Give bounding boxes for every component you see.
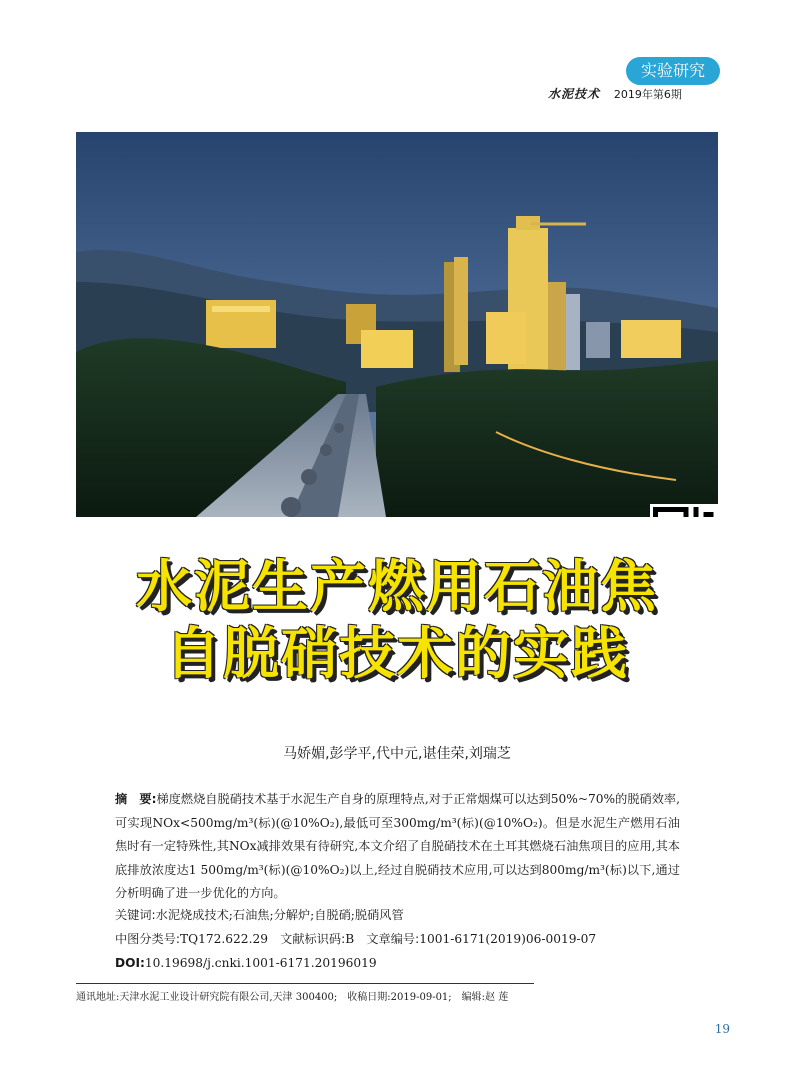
doi-line [115, 953, 715, 973]
article-number-value: 1001-6171(2019)06-0019-07 [419, 932, 597, 946]
article-number-label: 文章编号: [366, 932, 420, 946]
cover-image-illustration [76, 132, 718, 517]
author-list: 马娇媚,彭学平,代中元,谌佳荣,刘瑞芝 [283, 746, 511, 762]
journal-issue: 2019年第6期 [613, 88, 682, 101]
cement-plant-night-photo [76, 132, 718, 517]
keywords-label: 关键词: [115, 908, 156, 922]
keywords-text: 水泥烧成技术;石油焦;分解炉;自脱硝;脱硝风管 [155, 908, 404, 922]
abstract-label: 摘 要: [115, 792, 157, 806]
abstract-text: 梯度燃烧自脱硝技术基于水泥生产自身的原理特点,对于正常烟煤可以达到50%~70%的脱硝效率,可实现NOx<500mg/m³(标)(@10%O₂),最低可至300mg/m³(标)(@10%O₂)。但是水泥生产燃用石油焦时有一定特殊性,其NOx减排效果有待研究,本文介绍了自脱硝技术在土耳其燃烧石油焦项目的应用,其本底排放浓度达1 500mg/m³(标)(@10%O₂)以上,经过自脱硝技术应用,可以达到800mg/m³(标)以下,通过分析明确了进一步优化的方向。 [115, 792, 681, 900]
footnote: 通讯地址:天津水泥工业设计研究院有限公司,天津 300400; 收稿日期:2019-09-01; 编辑:赵 莲 [76, 992, 509, 1003]
footnote-divider [76, 983, 534, 984]
qr-code-pattern [653, 507, 718, 517]
article-title-line-1: 水泥生产燃用石油焦 [136, 555, 658, 620]
journal-header [548, 86, 718, 102]
journal-name: 水泥技术 [548, 87, 601, 101]
abstract [115, 788, 680, 906]
clc-value: TQ172.622.29 [180, 932, 268, 946]
article-title-line-2: 自脱硝技术的实践 [165, 622, 629, 687]
doi-value[interactable]: 10.19698/j.cnki.1001-6171.20196019 [144, 956, 377, 970]
doi-label: DOI: [115, 956, 145, 970]
qr-code-icon[interactable] [650, 504, 718, 517]
clc-label: 中图分类号: [115, 932, 181, 946]
classification-line [115, 929, 715, 949]
page-number: 19 [714, 1022, 730, 1036]
keywords [115, 905, 715, 925]
doc-code-label: 文献标识码: [280, 932, 346, 946]
doc-code-value: B [345, 932, 355, 946]
section-badge: 实验研究 [626, 57, 720, 85]
